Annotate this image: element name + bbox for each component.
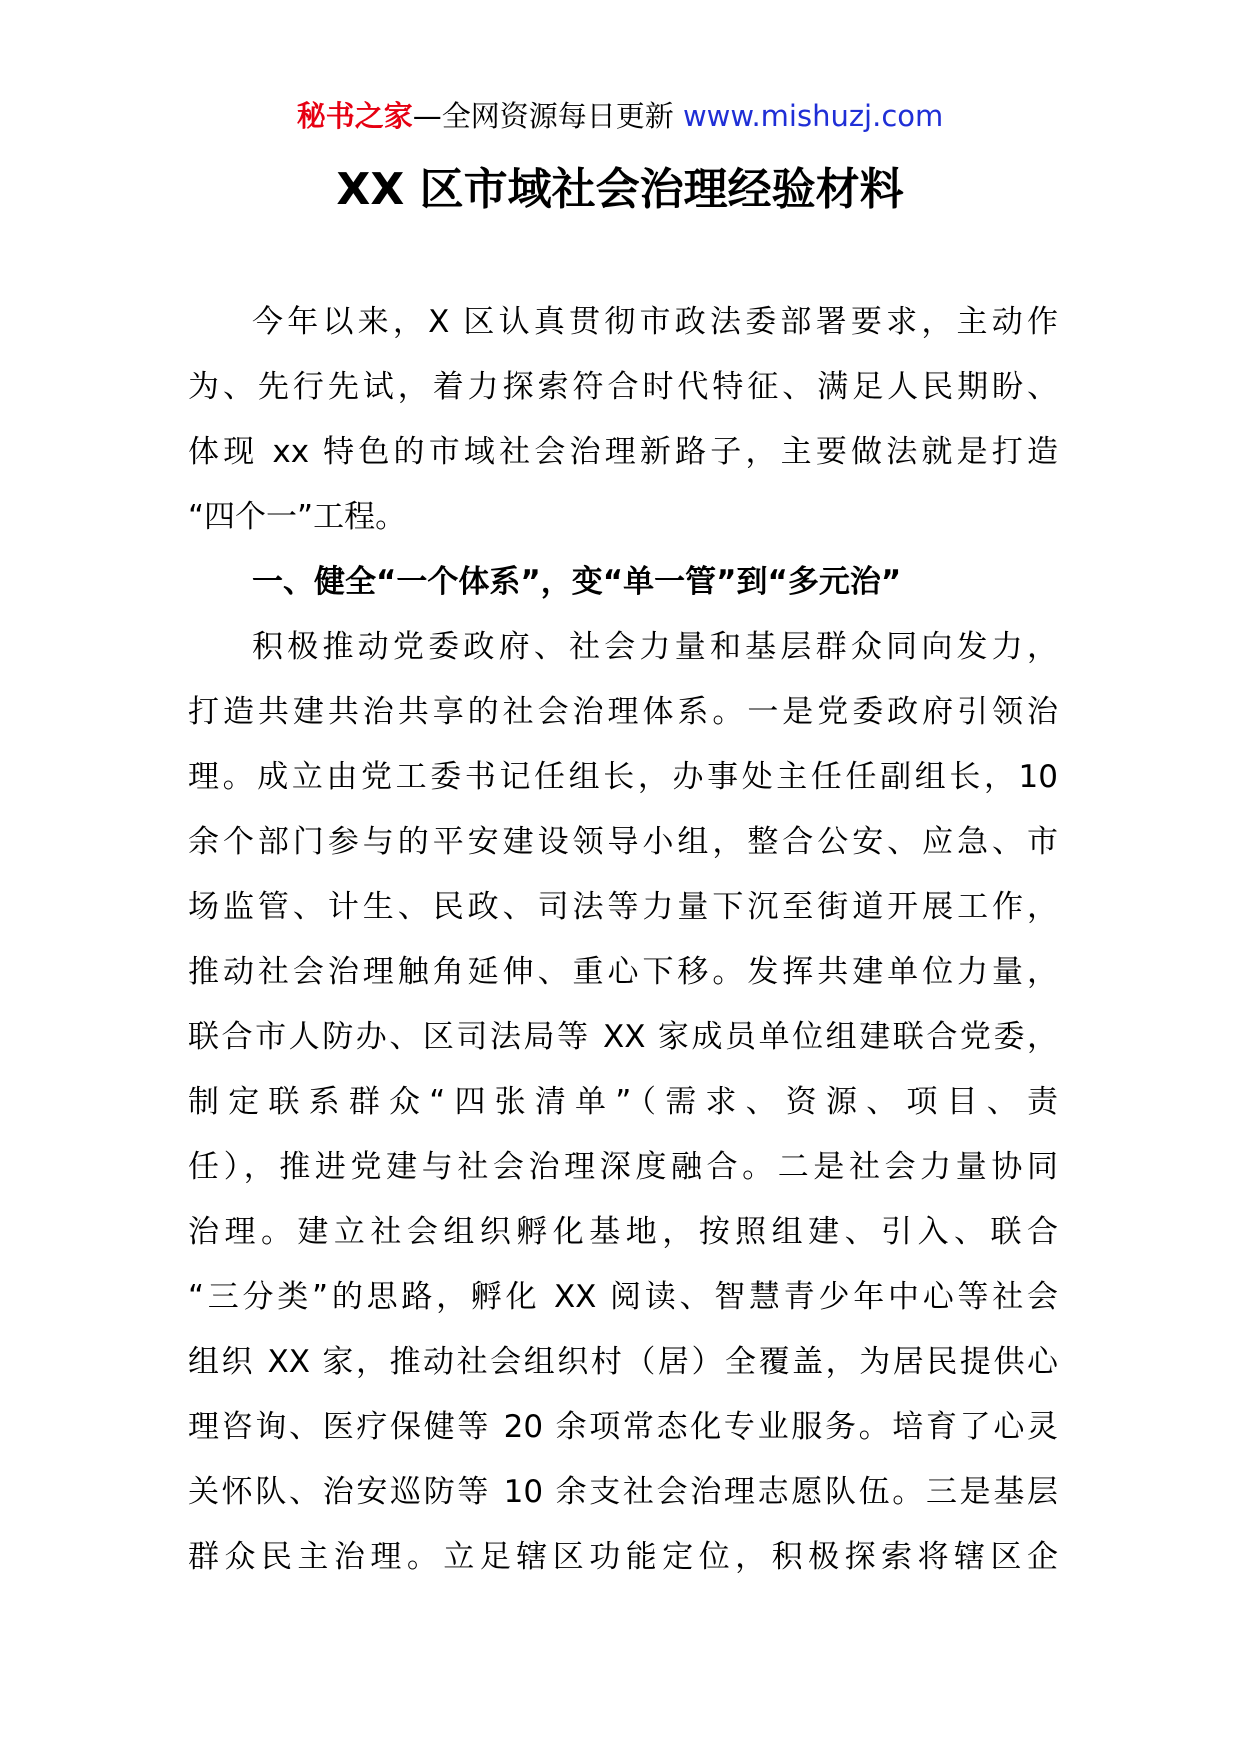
paragraph-line: 联合市人防办、区司法局等 XX 家成员单位组建联合党委， (188, 1019, 1058, 1055)
document-title: XX 区市域社会治理经验材料 (336, 164, 904, 215)
site-banner (0, 96, 1240, 136)
paragraph-line: 今年以来，X 区认真贯彻市政法委部署要求，主动作 (252, 304, 1058, 340)
paragraph-line: 余个部门参与的平安建设领导小组，整合公安、应急、市 (188, 824, 1058, 860)
site-brand: 秘书之家 (296, 99, 413, 133)
paragraph-line: “四个一”工程。 (188, 499, 407, 535)
site-url-link[interactable]: www.mishuzj.com (682, 99, 944, 133)
paragraph-line: 组织 XX 家，推动社会组织村（居）全覆盖，为居民提供心 (188, 1344, 1058, 1380)
site-tagline: —全网资源每日更新 (412, 99, 683, 133)
paragraph-line: 制定联系群众“四张清单”（需求、资源、项目、责 (188, 1084, 1058, 1120)
paragraph-line: 任），推进党建与社会治理深度融合。二是社会力量协同 (188, 1149, 1058, 1185)
paragraph-line: 推动社会治理触角延伸、重心下移。发挥共建单位力量， (188, 954, 1058, 990)
paragraph-line: 为、先行先试，着力探索符合时代特征、满足人民期盼、 (188, 369, 1058, 405)
section-heading: 一、健全“一个体系”，变“单一管”到“多元治” (252, 564, 902, 600)
paragraph-line: “三分类”的思路，孵化 XX 阅读、智慧青少年中心等社会 (188, 1279, 1058, 1315)
paragraph-line: 群众民主治理。立足辖区功能定位，积极探索将辖区企 (188, 1539, 1058, 1575)
paragraph-line: 治理。建立社会组织孵化基地，按照组建、引入、联合 (188, 1214, 1058, 1250)
document-body (188, 290, 1058, 1590)
paragraph-line: 场监管、计生、民政、司法等力量下沉至街道开展工作， (188, 889, 1058, 925)
paragraph-line: 理。成立由党工委书记任组长，办事处主任任副组长，10 (188, 759, 1058, 795)
paragraph-line: 打造共建共治共享的社会治理体系。一是党委政府引领治 (188, 694, 1058, 730)
paragraph-line: 关怀队、治安巡防等 10 余支社会治理志愿队伍。三是基层 (188, 1474, 1058, 1510)
paragraph-line: 积极推动党委政府、社会力量和基层群众同向发力， (252, 629, 1058, 665)
paragraph-line: 体现 xx 特色的市域社会治理新路子，主要做法就是打造 (188, 434, 1058, 470)
paragraph-line: 理咨询、医疗保健等 20 余项常态化专业服务。培育了心灵 (188, 1409, 1058, 1445)
